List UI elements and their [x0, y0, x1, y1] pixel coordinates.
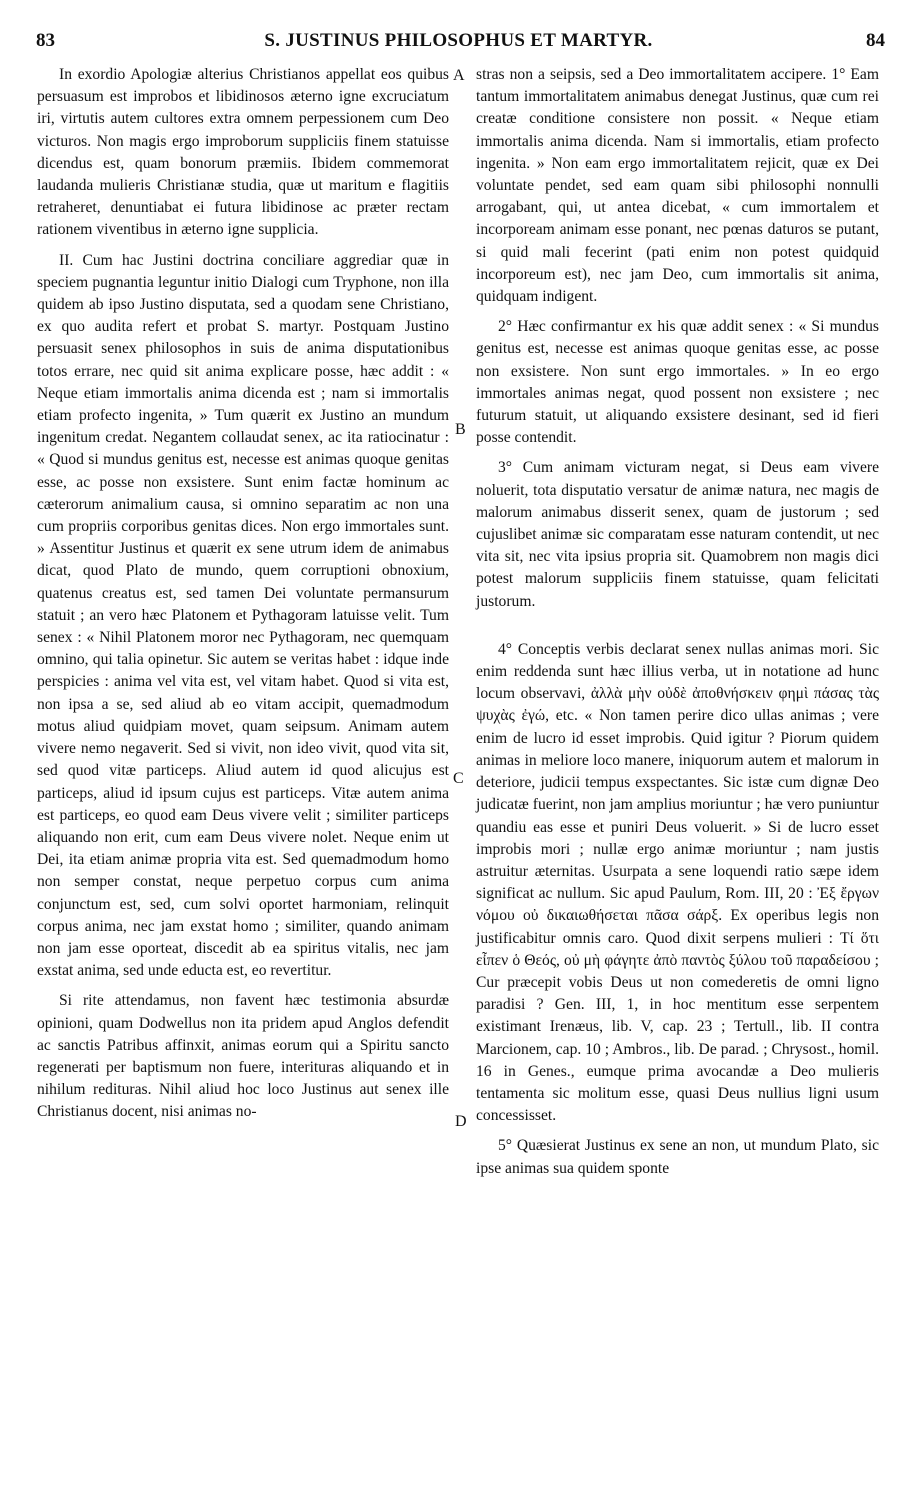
- left-column: [37, 64, 449, 1124]
- paragraph: In exordio Apologiæ alterius Christianos appellat eos quibus persuasum est improbos et libidinosos æterno igne excruciatum iri, virtutis autem cultores extra omnem perpessionem cum Deo victuros. Non magis ergo improborum suppliciis finem statuisse dicendus est, quam bonorum præmiis. Ibidem commemorat laudanda mulieris Christianæ studia, quæ ut maritum e flagitiis retraheret, denuntiabat ei futura libidinose ac præter rectam rationem viventibus in æterno igne supplicia.: [37, 66, 449, 239]
- paragraph: 4° Conceptis verbis declarat senex nullas animas mori. Sic enim reddenda sunt hæc illius verba, ut in notatione ad hunc locum observavi, ἀλλὰ μὴν οὐδὲ ἀποθνήσκειν φημὶ πάσας τὰς ψυχὰς ἐγώ, etc. « Non tamen perire dico ullas animas ; vere enim de lucro id esset improbis. Quid igitur ? Piorum quidem animas in meliore loco manere, iniquorum autem et malorum in deteriore, judicii tempus exspectantes. Sic istæ cum dignæ Deo judicatæ fuerint, non jam amplius moriuntur ; hæ vero puniuntur quandiu eas esse et puniri Deus voluerit. » Si de lucro esset improbis mori ; nullæ ergo animæ moriuntur ; nam justis astruitur æternitas. Usurpata a sene loquendi ratio sæpe idem significat ac nullum. Sic apud Paulum, Rom. III, 20 : Ἐξ ἔργων νόμου οὐ δικαιωθήσεται πᾶσα σάρξ. Ex operibus legis non justificabitur omnis caro. Quod dixit serpens mulieri : Τί ὅτι εἶπεν ὁ Θεός, οὐ μὴ φάγητε ἀπὸ παντὸς ξύλου τοῦ παραδείσου ; Cur præcepit vobis Deus ut non comederetis de omni ligno paradisi ? Gen. III, 1, in hoc mentitum esse serpentem existimant Irenæus, lib. V, cap. 23 ; Tertull., lib. II contra Marcionem, cap. 10 ; Ambros., lib. De parad. ; Chrysost., homil. 16 in Genes., eumque prima avocandæ a Deo mulieris tentamenta sic molitum esse, quasi Deus nullius ligni usum concessisset.: [476, 640, 879, 1125]
- running-title: S. JUSTINUS PHILOSOPHUS ET MARTYR.: [264, 30, 653, 51]
- paragraph: 2° Hæc confirmantur ex his quæ addit senex : « Si mundus genitus est, necesse est animas quoque genitas esse, ac posse non exsistere. Non sunt ergo immortales. » In eo ergo immortales animas negat, quod possent non exsistere ; nec futurum statuit, ut aliquando exsistere desinant, sed id fieri posse contendit.: [476, 318, 879, 447]
- paragraph: 5° Quæsierat Justinus ex sene an non, ut mundum Plato, sic ipse animas sua quidem sponte: [476, 1137, 879, 1177]
- margin-marker-a: A: [453, 67, 465, 84]
- right-column: [476, 64, 879, 1180]
- paragraph: II. Cum hac Justini doctrina conciliare aggrediar quæ in speciem pugnantia leguntur initio Dialogi cum Tryphone, non illa quidem ab ipso Justino disputata, sed a quodam sene Christiano, ex quo audita refert et probat S. martyr. Postquam Justino persuasit senex philosophos in suis de anima disputationibus totos errare, nec quid sit anima explicare posse, hæc addit : « Neque etiam immortalis anima dicenda est ; nam si immortalis etiam profecto ingenita, » Tum quærit ex Justino an mundum ingenitum credat. Negantem collaudat senex, ac ita ratiocinatur : « Quod si mundus genitus est, necesse est animas quoque genitas esse, ac posse non exsistere. Sunt enim factæ hominum ac cæterorum animalium causa, si omnino separatim ac non una cum propriis corporibus genitas dices. Non ergo immortales sunt. » Assentitur Justinus et quærit ex sene utrum idem de animabus dicat, quod Plato de mundo, quem corruptioni obnoxium, quatenus creatus est, sed tamen Dei voluntate permansurum statuit ; an vero hæc Platonem et Pythagoram latuisse velit. Tum senex : « Nihil Platonem moror nec Pythagoram, nec quemquam omnino, qui talia opinetur. Sic autem se veritas habet : idque inde perspicies : anima vel vita est, vel vitam habet. Quod si vita est, non ipsa a se, sed aliud ab eo vitam accipit, quemadmodum motus aliud quidpiam movet, quam seipsum. Animam autem vivere nemo negaverit. Sed si vivit, non ideo vivit, quod vita sit, sed quod vitæ particeps. Aliud autem id quod alicujus est particeps, aliud id ipsum cujus est particeps. Vitæ autem anima est particeps, eo quod eam Deus vivere velit ; similiter particeps aliquando non erit, cum eam Deus vivere nolet. Neque enim ut Dei, ita etiam animæ propria vita est. Sed quemadmodum homo non semper constat, neque perpetuo corpus cum anima conjunctum est, sed, cum solvi oportet harmoniam, relinquit corpus anima, nec jam exstat homo ; similiter, quando animam non jam esse oporteat, discedit ab ea spiritus vitalis, nec jam exstat anima, sed unde educta est, eo revertitur.: [37, 251, 449, 980]
- paragraph: Si rite attendamus, non favent hæc testimonia absurdæ opinioni, quam Dodwellus non ita pridem apud Anglos defendit ac sanctis Patribus affinxit, animas eorum qui a Spiritu sancto regenerati per baptismum non fuere, interituras aliquando et in nihilum redituras. Nihil aliud hoc loco Justinus aut senex ille Christianus docent, nisi animas no-: [37, 992, 449, 1121]
- left-page-number: 83: [36, 30, 55, 51]
- margin-marker-d: D: [455, 1113, 467, 1130]
- paragraph: stras non a seipsis, sed a Deo immortalitatem accipere. 1° Eam tantum immortalitatem animabus denegat Justinus, quæ cum rei creatæ conditione consistere non possit. « Neque etiam immortalis anima dicenda. Nam si immortalis, etiam profecto ingenita. » Non eam ergo immortalitatem rejicit, quæ ex Dei voluntate pendet, sed eam quam sibi philosophi nonnulli arrogabant, qui, ut antea dicebat, « cum immortalem et incorpoream animam esse ponant, nec pœnas daturos se putant, si quid mali fecerint (pati enim non potest quidquid incorporeum est), nec jam Deo, cum immortalis sit anima, quidquam indigent.: [476, 66, 879, 306]
- margin-marker-b: B: [455, 421, 466, 438]
- margin-marker-c: C: [453, 770, 464, 787]
- page-header: [30, 30, 887, 60]
- paragraph: 3° Cum animam victuram negat, si Deus eam vivere noluerit, tota disputatio versatur de animæ natura, nec magis de malorum animabus disserit senex, quam de justorum ; sed cujuslibet animæ sic comparatam esse naturam contendit, ut nec vita sit, nec vita ipsius propria sit. Quamobrem non magis dici potest malorum suppliciis finem statuisse, quam felicitati justorum.: [476, 459, 879, 610]
- right-page-number: 84: [866, 30, 885, 51]
